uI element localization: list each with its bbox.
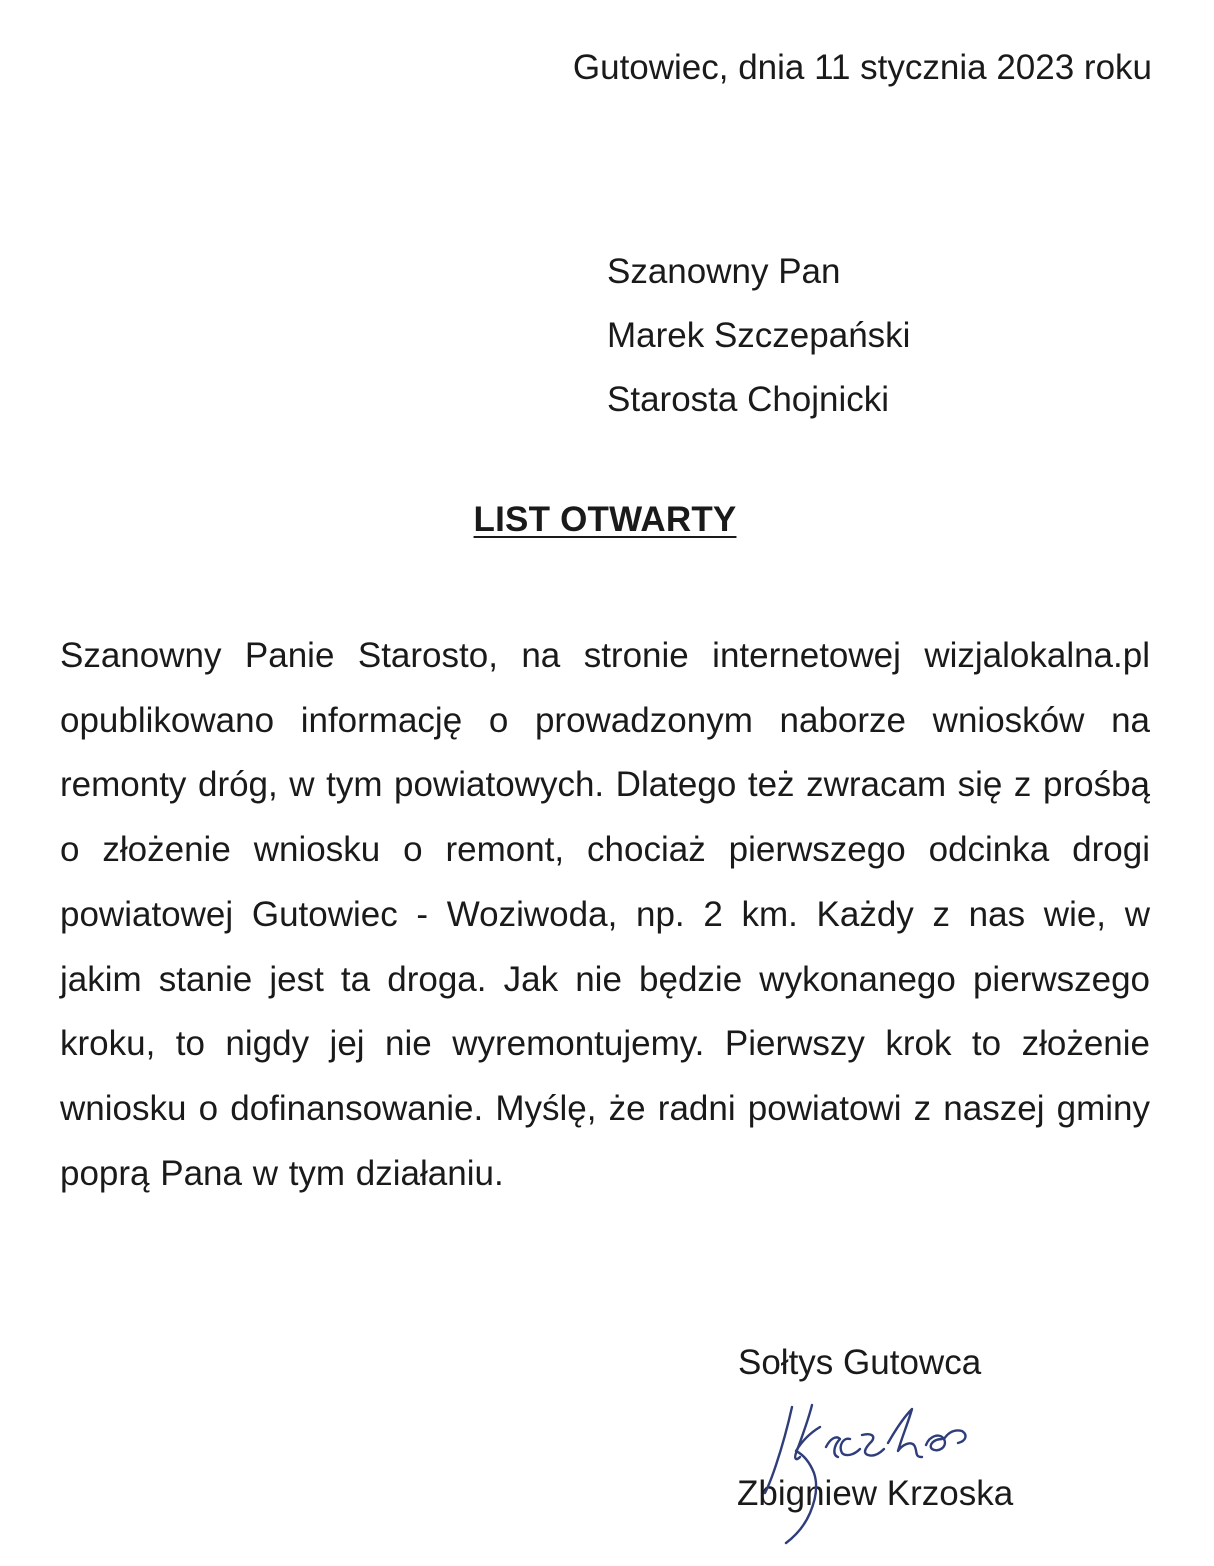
letter-body: Szanowny Panie Starosto, na stronie internetowej wizjalokalna.pl opublikowano informację o prowadzonym naborze wniosków na remonty dróg, w tym powiatowych. Dlatego też zwracam się z prośbą o złożenie wniosku o remont, chociaż pierwszego odcinka drogi powiatowej Gutowiec - Woziwoda, np. 2 km. Każdy z nas wie, w jakim stanie jest ta droga. Jak nie będzie wykonanego pierwszego kroku, to nigdy jej nie wyremontujemy. Pierwszy krok to złożenie wniosku o dofinansowanie. Myślę, że radni powiatowi z naszej gminy poprą Pana w tym działaniu. [60, 636, 1150, 1193]
letter-heading: LIST OTWARTY [473, 500, 737, 539]
handwritten-signature [730, 1395, 1030, 1545]
place-and-date: Gutowiec, dnia 11 stycznia 2023 roku [572, 48, 1152, 87]
recipient-position: Starosta Chojnicki [607, 380, 890, 419]
signatory-title: Sołtys Gutowca [738, 1343, 982, 1382]
recipient-block [607, 240, 910, 432]
recipient-name: Marek Szczepański [607, 316, 911, 355]
recipient-salutation: Szanowny Pan [607, 252, 841, 291]
signatory-name: Zbigniew Krzoska [737, 1474, 1014, 1513]
